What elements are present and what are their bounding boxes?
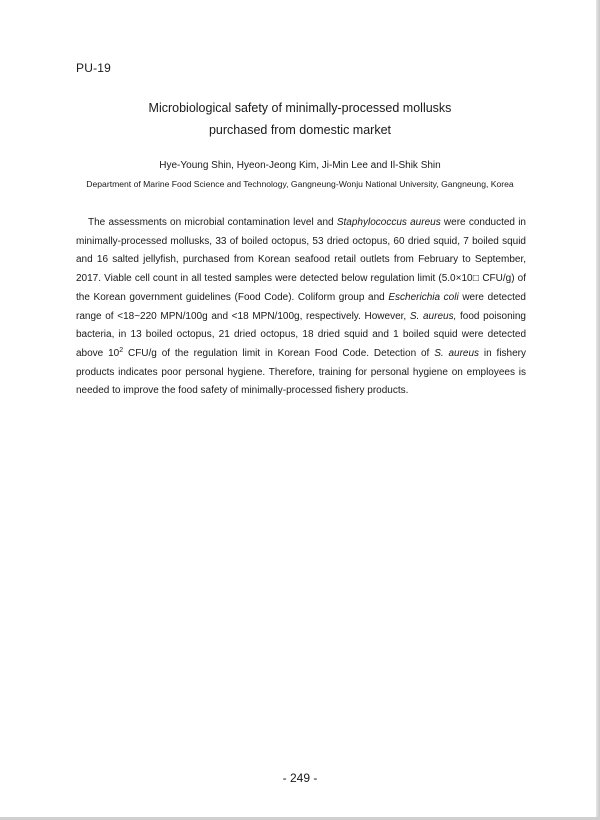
- abstract-text: in fishery products indicates poor personal hygiene. Therefore, training for personal hygiene on employees is needed to improve the food safety of minimally-processed fishery products.: [76, 347, 526, 397]
- species-name: Staphylococcus aureus: [336, 217, 441, 228]
- paper-title: [0, 97, 600, 141]
- species-name: S. aureus: [434, 347, 480, 359]
- abstract-body: [76, 214, 526, 401]
- page-number: - 249 -: [282, 771, 318, 785]
- title-line-2: purchased from domestic market: [208, 123, 391, 137]
- species-name: Escherichia coli: [388, 291, 459, 303]
- title-line-1: Microbiological safety of minimally-processed mollusks: [148, 101, 452, 115]
- abstract-text: CFU/g of the regulation limit in Korean Food Code. Detection of: [123, 347, 435, 359]
- abstract-text: were detected range of <18~220 MPN/100g and <18 MPN/100g, respectively. However,: [76, 291, 526, 322]
- species-name: S. aureus,: [409, 310, 457, 322]
- abstract-text: The assessments on microbial contamination level and: [88, 217, 337, 228]
- author-list: Hye-Young Shin, Hyeon-Jeong Kim, Ji-Min Lee and Il-Shik Shin: [159, 160, 441, 171]
- exponent: 2: [119, 346, 124, 354]
- abstract-text: CFU/g) of the Korean government guidelines (Food Code). Coliform group and: [76, 273, 526, 303]
- affiliation: Department of Marine Food Science and Technology, Gangneung-Wonju National University, Gangneung, Korea: [86, 179, 514, 189]
- abstract-text: were conducted in minimally-processed mollusks, 33 of boiled octopus, 53 dried octopus, 60 dried squid, 7 boiled squid and 16 salted jellyfish, purchased from Korean seafood retail outlets from February to September, 2017. Viable cell count in all tested samples were detected below regulation limit (5.0×10: [76, 217, 526, 285]
- missing-glyph: □: [472, 273, 480, 285]
- abstract-text: food poisoning bacteria, in 13 boiled octopus, 21 dried octopus, 18 dried squid and 1 boiled squid were detected above 10: [76, 310, 526, 359]
- session-code: PU-19: [76, 61, 112, 75]
